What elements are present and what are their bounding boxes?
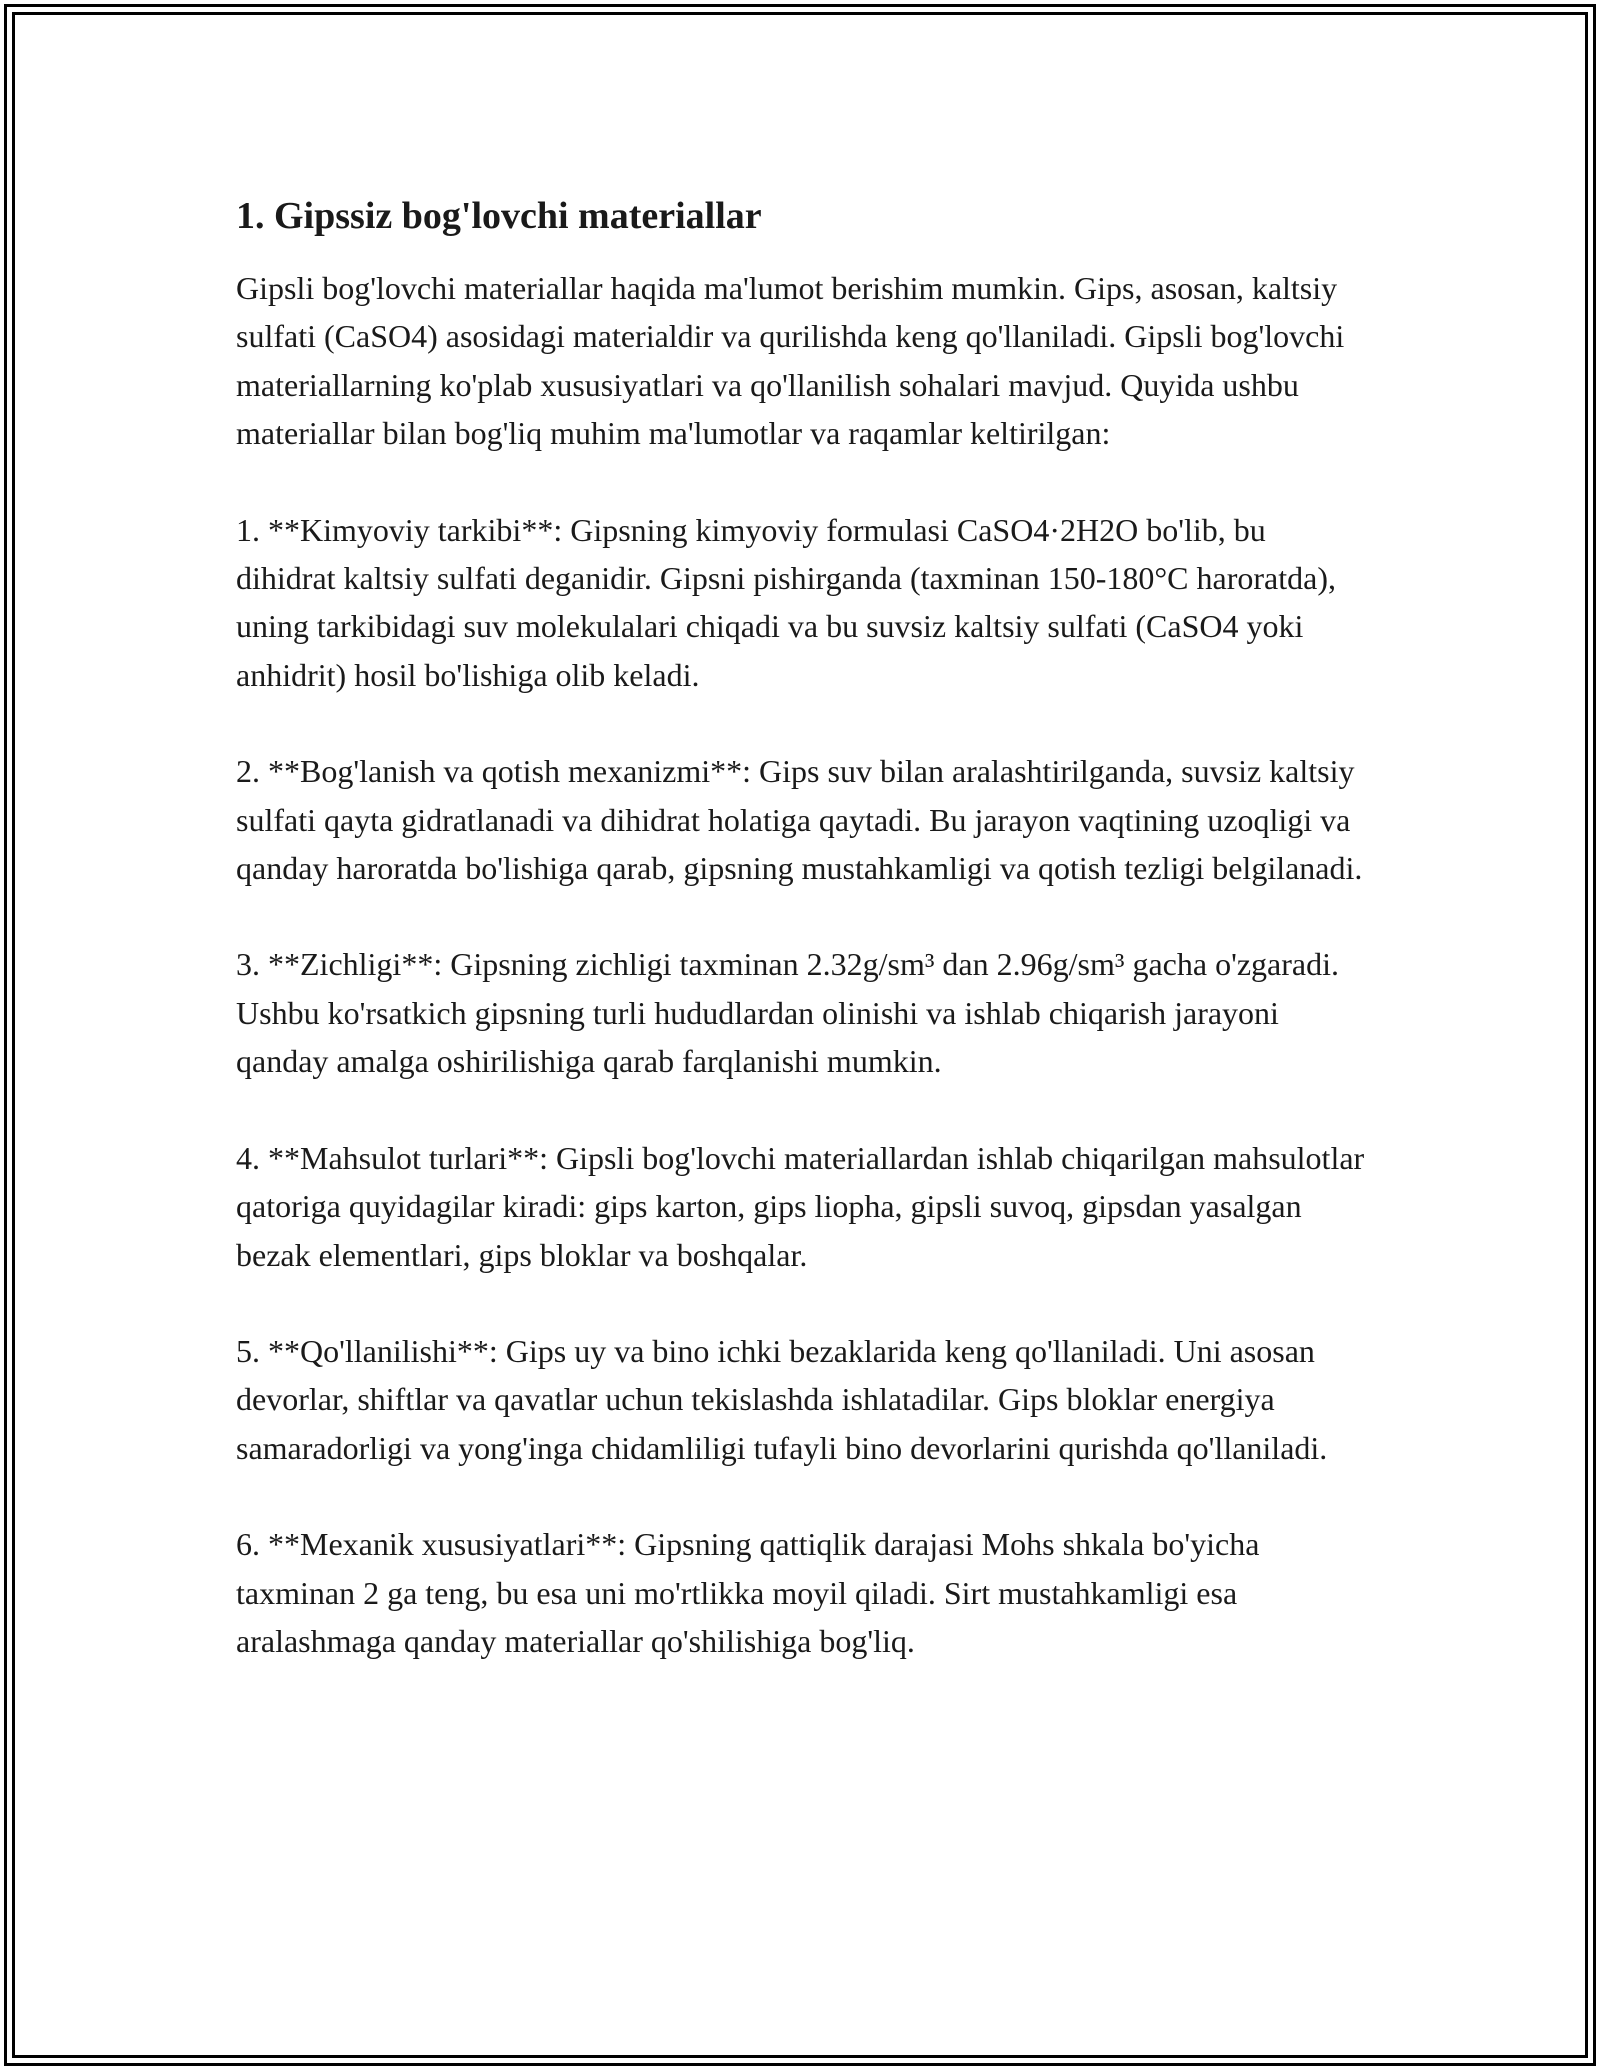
intro-paragraph: Gipsli bog'lovchi materiallar haqida ma'lumot berishim mumkin. Gips, asosan, kaltsiy sulfati (CaSO4) asosidagi materialdir va qurilishda keng qo'llaniladi. Gipsli bog'lovchi materiallarning ko'plab xususiyatlari va qo'llanilish sohalari mavjud. Quyida ushbu materiallar bilan bog'liq muhim ma'lumotlar va raqamlar keltirilgan: bbox=[236, 270, 1345, 452]
list-item-density: 3. **Zichligi**: Gipsning zichligi taxminan 2.32g/sm³ dan 2.96g/sm³ gacha o'zgaradi. Ushbu ko'rsatkich gipsning turli hududlardan olinishi va ishlab chiqarish jarayoni qanday amalga oshirilishiga qarab farqlanishi mumkin. bbox=[236, 946, 1339, 1080]
document-body bbox=[236, 188, 1386, 1713]
list-item-applications: 5. **Qo'llanilishi**: Gips uy va bino ichki bezaklarida keng qo'llaniladi. Uni asosan devorlar, shiftlar va qavatlar uchun tekislashda ishlatadilar. Gips bloklar energiya samaradorligi va yong'inga chidamliligi tufayli bino devorlarini qurishda qo'llaniladi. bbox=[236, 1332, 1328, 1466]
list-item-setting-mechanism: 2. **Bog'lanish va qotish mexanizmi**: Gips suv bilan aralashtirilganda, suvsiz kaltsiy sulfati qayta gidratlanadi va dihidrat holatiga qaytadi. Bu jarayon vaqtining uzoqligi va qanday haroratda bo'lishiga qarab, gipsning mustahkamligi va qotish tezligi belgilanadi. bbox=[236, 753, 1363, 887]
list-item-chemical-composition: 1. **Kimyoviy tarkibi**: Gipsning kimyoviy formulasi CaSO4·2H2O bo'lib, bu dihidrat kaltsiy sulfati deganidir. Gipsni pishirganda (taxminan 150-180°C haroratda), uning tarkibidagi suv molekulalari chiqadi va bu suvsiz kaltsiy sulfati (CaSO4 yoki anhidrit) hosil bo'lishiga olib keladi. bbox=[236, 511, 1336, 693]
document-title: 1. Gipssiz bog'lovchi materiallar bbox=[236, 195, 762, 237]
list-item-product-types: 4. **Mahsulot turlari**: Gipsli bog'lovchi materiallardan ishlab chiqarilgan mahsulotlar qatoriga quyidagilar kiradi: gips karton, gips liopha, gipsli suvoq, gipsdan yasalgan bezak elementlari, gips bloklar va boshqalar. bbox=[236, 1139, 1365, 1273]
list-item-mechanical-properties: 6. **Mexanik xususiyatlari**: Gipsning qattiqlik darajasi Mohs shkala bo'yicha taxminan 2 ga teng, bu esa uni mo'rtlikka moyil qiladi. Sirt mustahkamligi esa aralashmaga qanday materiallar qo'shilishiga bog'liq. bbox=[236, 1526, 1260, 1659]
